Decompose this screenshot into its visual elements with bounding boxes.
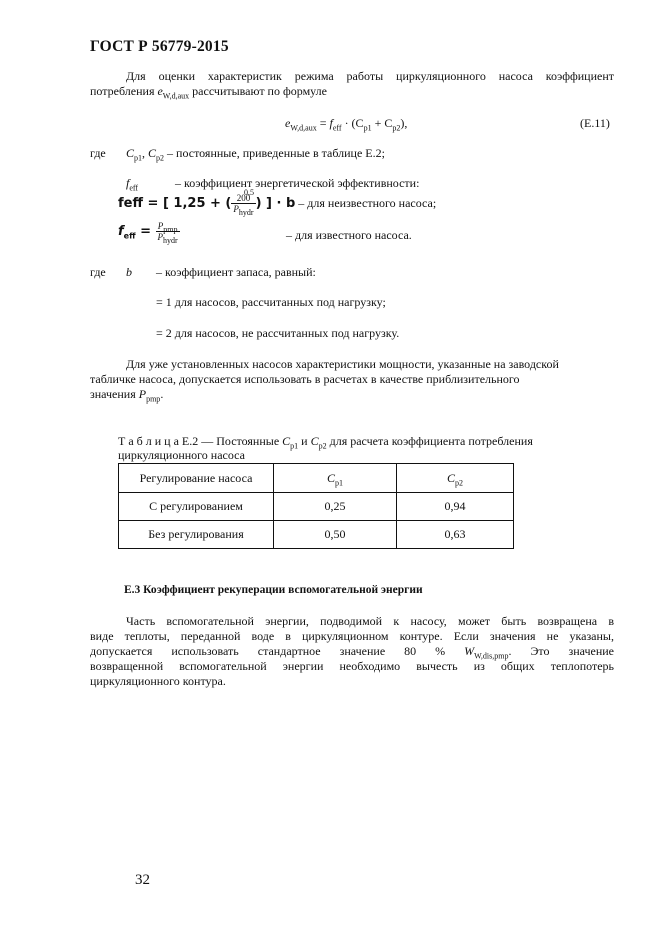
feff-exponent: 0,5 — [244, 188, 254, 197]
where-b-sym: b — [126, 265, 132, 279]
table-caption-and: и — [298, 434, 311, 448]
feff2-num — [156, 221, 180, 232]
installed-text-3b: . — [160, 387, 164, 401]
intro-text-2a: потребления — [90, 84, 158, 98]
feff-frac-den-sub: hydr — [238, 207, 254, 217]
feff-frac-num: 200 — [231, 193, 255, 204]
where-c1: C — [126, 146, 135, 160]
feff-frac-den-sym: P — [233, 204, 239, 214]
feff-formula-rhs: ) ] · b — [255, 196, 296, 211]
table-header-cp2-sym: C — [446, 470, 455, 485]
recovery-text-1: Часть вспомогательной энергии, подводимой к насосу, может быть возвращена в — [126, 614, 614, 628]
formula-f: f — [329, 116, 333, 130]
formula-mid: · (C — [341, 116, 364, 130]
formula-lhs-sub: W,d,aux — [290, 123, 317, 133]
where-b-symbol — [126, 265, 132, 280]
table-cell-cp1: 0,50 — [274, 521, 397, 549]
feff2-fraction — [156, 221, 180, 245]
formula-c2-sub: p2 — [392, 123, 401, 133]
table-cell-regulation: Без регулирования — [119, 521, 274, 549]
formula-number: (E.11) — [580, 116, 610, 130]
table-row — [119, 493, 514, 521]
feff2-den — [156, 232, 180, 245]
feff-symbol — [126, 176, 138, 191]
installed-symbol-p: P — [138, 387, 147, 401]
where-sep: , — [142, 146, 149, 160]
feff2-lhs-sym: f — [118, 224, 124, 239]
table-cell-regulation: С регулированием — [119, 493, 274, 521]
formula-eq: = — [316, 116, 330, 130]
intro-line-1 — [90, 69, 614, 84]
intro-line-2 — [90, 84, 327, 99]
feff-formula-lhs: feff = [ 1,25 + ( — [118, 196, 232, 211]
page-number: 32 — [135, 872, 150, 888]
feff-frac-den — [231, 204, 255, 217]
table-caption-line-2: циркуляционного насоса — [118, 448, 245, 462]
table-header-cp2 — [397, 464, 514, 493]
installed-line-3 — [90, 387, 163, 402]
recovery-line-1 — [90, 614, 614, 629]
recovery-text-3b: . Это значение — [508, 644, 615, 658]
feff2-description: – для известного насоса. — [286, 228, 412, 242]
intro-text-2b: рассчитывают по формуле — [189, 84, 327, 98]
formula-main — [285, 116, 407, 131]
table-caption-c1-sub: p1 — [290, 441, 299, 451]
intro-symbol-e: e — [157, 84, 163, 98]
feff2-num-sub: pmp — [163, 224, 178, 234]
feff2-eq: = — [135, 224, 156, 239]
where-text: – постоянные, приведенные в таблице Е.2; — [164, 146, 385, 160]
recovery-symbol-sub: W,dis,pmp — [474, 651, 509, 661]
table-row — [119, 521, 514, 549]
recovery-line-2: виде теплоты, переданной воде в циркуляционном контуре. Если значения не указаны, — [90, 629, 614, 643]
formula-f-sub: eff — [332, 123, 342, 133]
table-header-regulation: Регулирование насоса — [119, 464, 274, 493]
feff2-lhs-sub: eff — [123, 231, 136, 241]
feff-formula-unknown — [118, 193, 436, 223]
intro-symbol-sub: W,d,aux — [162, 91, 190, 101]
table-caption-c2: C — [310, 434, 319, 448]
document-header: ГОСТ Р 56779-2015 — [90, 38, 229, 55]
table-header-cp1-sub: p1 — [335, 477, 343, 487]
table-cell-cp2: 0,94 — [397, 493, 514, 521]
recovery-line-5: циркуляционного контура. — [90, 674, 226, 688]
constants-table — [118, 463, 514, 549]
installed-symbol-sub: pmp — [146, 394, 161, 404]
where-constants — [126, 146, 385, 161]
table-caption-c1: C — [282, 434, 291, 448]
table-caption — [118, 434, 533, 449]
where-b-description: – коэффициент запаса, равный: — [156, 265, 316, 279]
installed-line-2: табличке насоса, допускается использовать в расчетах в качестве приблизительного — [90, 372, 520, 386]
table-caption-a: Т а б л и ц а Е.2 — Постоянные — [118, 434, 283, 448]
where-label-1: где — [90, 146, 106, 160]
where-c2-sub: p2 — [156, 153, 165, 163]
recovery-text-3a: допускается использовать стандартное значение 80 % — [90, 644, 465, 658]
table-cell-cp2: 0,63 — [397, 521, 514, 549]
where-label-2: где — [90, 265, 106, 279]
formula-c1-sub: p1 — [363, 123, 372, 133]
recovery-symbol-w: W — [464, 644, 475, 658]
feff-sub: eff — [129, 183, 139, 193]
feff2-lhs — [118, 224, 156, 239]
installed-text-3a: значения — [90, 387, 139, 401]
formula-tail: ), — [400, 116, 408, 130]
recovery-line-4: возвращенной вспомогательной энергии необходимо вычесть из общих теплопотерь — [90, 659, 614, 673]
table-header-row — [119, 464, 514, 493]
table-caption-c2-sub: p2 — [318, 441, 327, 451]
b-option-1: = 1 для насосов, рассчитанных под нагрузку; — [156, 295, 386, 309]
feff-formula-desc: – для неизвестного насоса; — [295, 196, 437, 210]
feff-description: – коэффициент энергетической эффективности: — [175, 176, 420, 190]
formula-plus: + C — [371, 116, 393, 130]
feff2-num-sym: P — [157, 221, 164, 231]
feff2-den-sub: hydr — [163, 235, 178, 245]
table-header-cp1 — [274, 464, 397, 493]
table-header-cp1-sym: C — [326, 470, 335, 485]
recovery-line-3 — [90, 644, 614, 659]
feff-sym: f — [126, 176, 130, 190]
feff2-den-sym: P — [157, 232, 164, 242]
where-c1-sub: p1 — [134, 153, 143, 163]
table-caption-b: для расчета коэффициента потребления — [326, 434, 533, 448]
table-cell-cp1: 0,25 — [274, 493, 397, 521]
intro-text-1: Для оценки характеристик режима работы циркуляционного насоса коэффициент — [126, 69, 614, 83]
b-option-2: = 2 для насосов, не рассчитанных под нагрузку. — [156, 326, 400, 340]
installed-line-1: Для уже установленных насосов характеристики мощности, указанные на заводской — [126, 357, 559, 371]
where-c2: C — [148, 146, 157, 160]
table-header-cp2-sub: p2 — [455, 477, 463, 487]
section-title: E.3 Коэффициент рекуперации вспомогательной энергии — [124, 584, 423, 596]
feff-formula-known — [118, 221, 180, 249]
formula-lhs: e — [285, 116, 291, 130]
